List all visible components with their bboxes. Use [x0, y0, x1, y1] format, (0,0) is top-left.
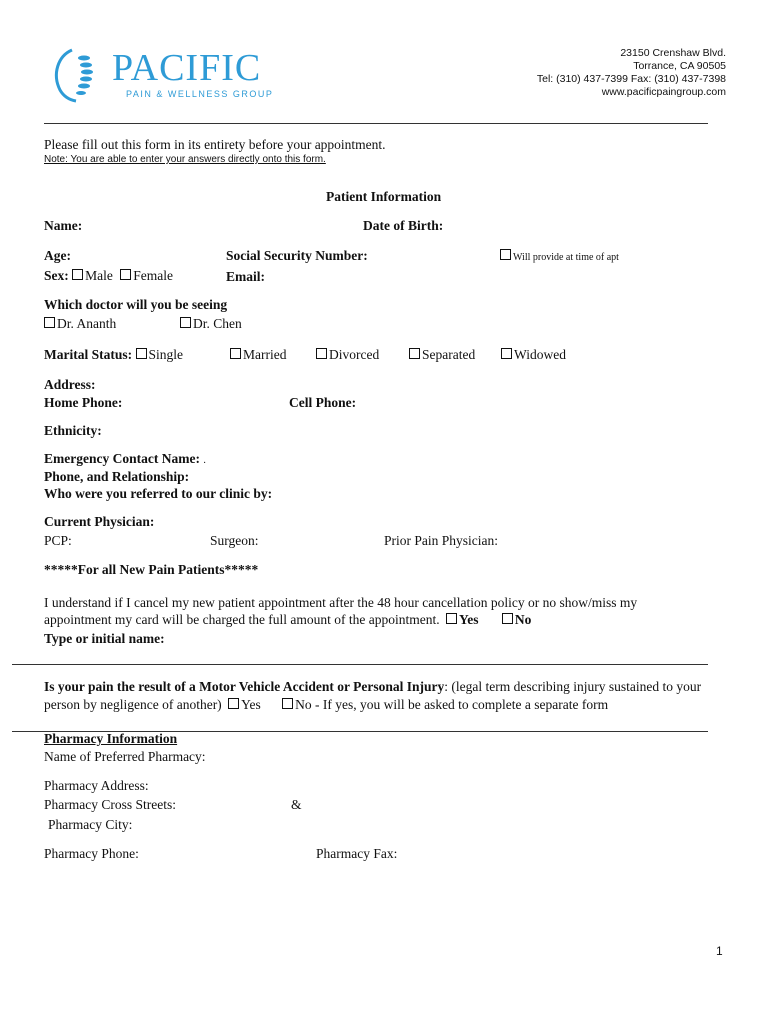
cell-phone-field[interactable]: [360, 393, 560, 411]
chen-label: Dr. Chen: [193, 316, 242, 331]
cell-phone-label: Cell Phone:: [289, 395, 357, 410]
current-physician-label: Current Physician:: [44, 514, 155, 529]
male-checkbox[interactable]: [72, 269, 83, 280]
dob-label: Date of Birth:: [363, 218, 444, 233]
doctor-question: Which doctor will you be seeing: [44, 297, 228, 312]
injury-yes-checkbox[interactable]: [228, 698, 239, 709]
policy-text-line-1: I understand if I cancel my new patient appointment after the 48 hour cancellation policy or no show/miss my: [44, 595, 638, 610]
policy-yes-checkbox[interactable]: [446, 613, 457, 624]
injury-question-line-1: [44, 679, 701, 695]
surgeon-field[interactable]: [265, 531, 375, 549]
age-label: Age:: [44, 248, 71, 263]
single-label: Single: [148, 347, 184, 362]
doctor-option-chen[interactable]: [180, 316, 242, 332]
pharmacy-cross-label: Pharmacy Cross Streets:: [44, 797, 176, 812]
male-label: Male: [85, 268, 113, 283]
marital-option-separated[interactable]: [409, 347, 475, 363]
ananth-checkbox[interactable]: [44, 317, 55, 328]
will-provide-checkbox[interactable]: [500, 249, 511, 260]
emergency-row: [44, 451, 206, 467]
home-phone-field[interactable]: [128, 393, 278, 411]
marital-option-widowed[interactable]: [501, 347, 566, 363]
form-instruction: Please fill out this form in its entirety before your appointment.: [44, 137, 386, 152]
will-provide-option[interactable]: [500, 249, 619, 263]
policy-divider: [12, 664, 708, 665]
preferred-pharmacy-field[interactable]: [215, 747, 515, 765]
pharmacy-city-field[interactable]: [140, 815, 340, 833]
pharmacy-heading: Pharmacy Information: [44, 731, 178, 746]
policy-no-checkbox[interactable]: [502, 613, 513, 624]
female-label: Female: [133, 268, 173, 283]
injury-line-2-text: person by negligence of another): [44, 697, 222, 712]
divorced-checkbox[interactable]: [316, 348, 327, 359]
separated-checkbox[interactable]: [409, 348, 420, 359]
spine-logo-icon: [50, 44, 106, 104]
will-provide-label: Will provide at time of apt: [513, 252, 619, 263]
header-divider: [44, 123, 708, 124]
injury-no-checkbox[interactable]: [282, 698, 293, 709]
emergency-field[interactable]: .: [203, 455, 206, 466]
separated-label: Separated: [422, 347, 476, 362]
pharmacy-phone-field[interactable]: [146, 844, 296, 862]
address-field[interactable]: [100, 375, 600, 393]
ssn-field[interactable]: [375, 246, 490, 264]
new-patients-heading: *****For all New Pain Patients*****: [44, 562, 259, 577]
injury-question-line-2: [44, 697, 608, 713]
age-field[interactable]: [80, 246, 210, 264]
preferred-pharmacy-label: Name of Preferred Pharmacy:: [44, 749, 206, 764]
initial-name-field[interactable]: [180, 629, 380, 647]
married-label: Married: [243, 347, 287, 362]
referred-by-label: Who were you referred to our clinic by:: [44, 486, 273, 501]
pharmacy-phone-label: Pharmacy Phone:: [44, 846, 139, 861]
injury-yes-label: Yes: [241, 697, 261, 712]
email-field[interactable]: [270, 267, 570, 285]
logo: [50, 44, 280, 104]
injury-no-label: No - If yes, you will be asked to complete a separate form: [295, 697, 609, 712]
cross-ampersand: &: [291, 797, 302, 812]
address-line: Tel: (310) 437-7399 Fax: (310) 437-7398: [536, 73, 726, 85]
marital-option-divorced[interactable]: [316, 347, 379, 363]
pcp-field[interactable]: [78, 531, 198, 549]
ethnicity-label: Ethnicity:: [44, 423, 102, 438]
pharmacy-fax-field[interactable]: [405, 844, 555, 862]
referred-by-field[interactable]: [282, 484, 582, 502]
address-line: 23150 Crenshaw Blvd.: [620, 47, 726, 59]
widowed-checkbox[interactable]: [501, 348, 512, 359]
prior-physician-field[interactable]: [505, 531, 655, 549]
pharmacy-cross-field-2[interactable]: [305, 795, 425, 813]
prior-physician-label: Prior Pain Physician:: [384, 533, 498, 548]
name-field[interactable]: [90, 216, 340, 234]
pharmacy-city-label: Pharmacy City:: [48, 817, 133, 832]
initial-name-label: Type or initial name:: [44, 631, 165, 646]
ananth-label: Dr. Ananth: [57, 316, 117, 331]
patient-info-heading: Patient Information: [326, 189, 442, 204]
pharmacy-fax-label: Pharmacy Fax:: [316, 846, 398, 861]
policy-text-line-2: [44, 612, 531, 628]
pcp-label: PCP:: [44, 533, 72, 548]
form-note: Note: You are able to enter your answers directly onto this form.: [44, 154, 326, 165]
female-checkbox[interactable]: [120, 269, 131, 280]
address-line: Torrance, CA 90505: [633, 60, 726, 72]
phone-relationship-label: Phone, and Relationship:: [44, 469, 190, 484]
marital-label: Marital Status:: [44, 347, 133, 362]
clinic-address: [537, 47, 726, 99]
policy-yes-label: Yes: [459, 612, 479, 627]
marital-option-married[interactable]: [230, 347, 286, 363]
sex-row: [44, 268, 173, 284]
pharmacy-cross-field-1[interactable]: [185, 795, 285, 813]
ssn-label: Social Security Number:: [226, 248, 368, 263]
single-checkbox[interactable]: [136, 348, 147, 359]
widowed-label: Widowed: [514, 347, 566, 362]
sex-label: Sex:: [44, 268, 69, 283]
website-link[interactable]: www.pacificpaingroup.com: [601, 86, 726, 98]
chen-checkbox[interactable]: [180, 317, 191, 328]
email-label: Email:: [226, 269, 265, 284]
pharmacy-address-label: Pharmacy Address:: [44, 778, 149, 793]
marital-row: [44, 347, 183, 363]
divorced-label: Divorced: [329, 347, 380, 362]
home-phone-label: Home Phone:: [44, 395, 123, 410]
pharmacy-address-field[interactable]: [160, 776, 460, 794]
logo-main-text: PACIFIC: [112, 47, 262, 89]
emergency-label: Emergency Contact Name:: [44, 451, 200, 466]
policy-text-line-2-text: appointment my card will be charged the full amount of the appointment.: [44, 612, 440, 627]
married-checkbox[interactable]: [230, 348, 241, 359]
name-label: Name:: [44, 218, 83, 233]
logo-sub-text: PAIN & WELLNESS GROUP: [126, 89, 274, 99]
address-label: Address:: [44, 377, 96, 392]
surgeon-label: Surgeon:: [210, 533, 259, 548]
injury-question-rest: : (legal term describing injury sustained to your: [444, 679, 702, 694]
dob-field[interactable]: [450, 216, 650, 234]
page-number: 1: [716, 944, 723, 958]
policy-no-label: No: [514, 612, 532, 627]
injury-question: Is your pain the result of a Motor Vehicle Accident or Personal Injury: [44, 679, 445, 694]
ethnicity-field[interactable]: [105, 421, 355, 439]
doctor-option-ananth[interactable]: [44, 316, 116, 332]
